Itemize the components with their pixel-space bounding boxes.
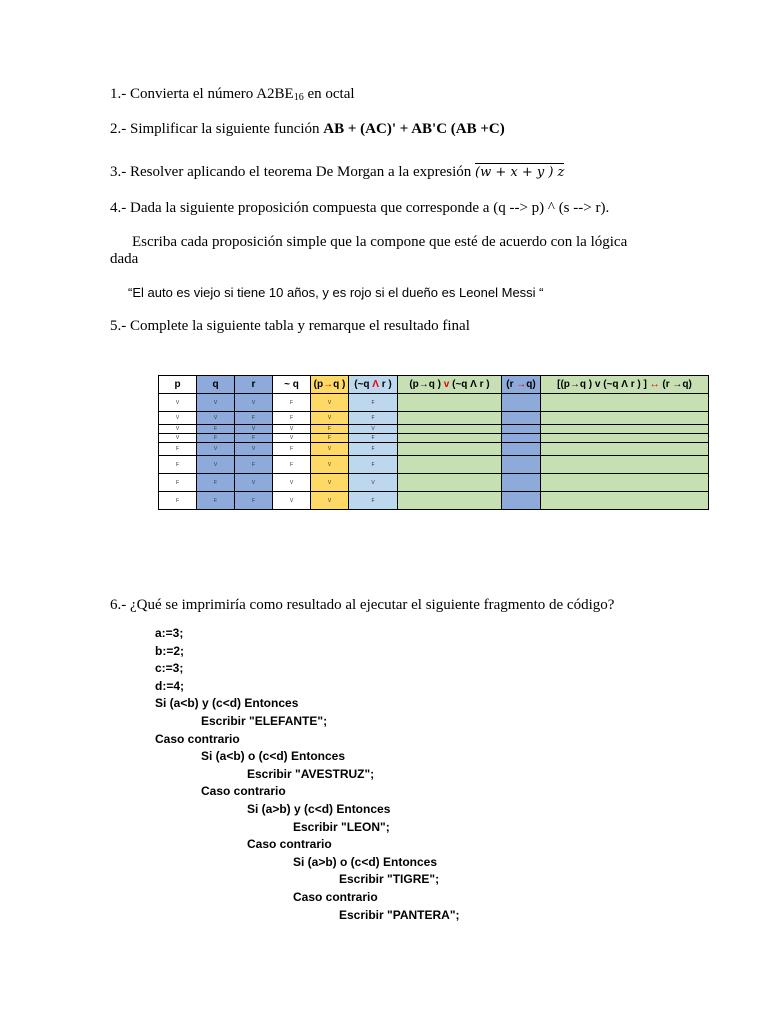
table-cell-empty[interactable] <box>502 434 541 443</box>
header-notq-and-r-left: (~q <box>354 379 373 390</box>
code-line: c:=3; <box>155 661 184 676</box>
table-cell: V <box>197 394 235 412</box>
question-4 <box>110 200 609 217</box>
truth-table-body <box>159 376 709 510</box>
table-header-row <box>159 376 709 394</box>
table-cell: F <box>311 434 349 443</box>
implies-arrow-icon: → <box>323 379 334 390</box>
table-cell: V <box>235 474 273 492</box>
table-cell: F <box>235 492 273 510</box>
header-p-implies-q <box>311 376 349 394</box>
code-line: Caso contrario <box>201 784 286 799</box>
code-line: Si (a>b) y (c<d) Entonces <box>247 802 391 816</box>
code-line: Escribir "LEON"; <box>293 819 390 834</box>
table-cell-empty[interactable] <box>502 394 541 412</box>
table-cell: F <box>159 474 197 492</box>
header-not-q: ~ q <box>273 376 311 394</box>
question-2 <box>110 121 505 138</box>
table-cell-empty[interactable] <box>541 394 709 412</box>
table-cell: V <box>273 434 311 443</box>
table-cell-empty[interactable] <box>502 443 541 456</box>
table-cell-empty[interactable] <box>398 434 502 443</box>
table-cell: F <box>197 474 235 492</box>
table-cell: F <box>349 412 398 425</box>
table-cell: F <box>311 425 349 434</box>
table-cell: V <box>235 425 273 434</box>
table-row <box>159 474 709 492</box>
header-r: r <box>235 376 273 394</box>
table-cell: V <box>311 474 349 492</box>
table-cell: F <box>197 492 235 510</box>
code-line: Escribir "ELEFANTE"; <box>201 714 328 728</box>
table-cell: V <box>159 425 197 434</box>
table-cell-empty[interactable] <box>541 434 709 443</box>
question-4-quote: “El auto es viejo si tiene 10 años, y es rojo si el dueño es Leonel Messi “ <box>128 285 544 300</box>
and-operator-icon: Λ <box>372 379 379 390</box>
question-3-text: 3.- Resolver aplicando el teorema De Morgan a la expresión <box>110 164 476 180</box>
header-p: p <box>159 376 197 394</box>
code-line: Si (a>b) o (c<d) Entonces <box>293 854 438 869</box>
question-1-text: 1.- Convierta el número A2BE <box>110 86 294 102</box>
table-cell: F <box>273 456 311 474</box>
table-cell: F <box>349 443 398 456</box>
question-6-text: 6.- ¿Qué se imprimiría como resultado al ejecutar el siguiente fragmento de código? <box>110 597 615 613</box>
header-r-implies-q <box>502 376 541 394</box>
question-1-text-end: en octal <box>303 86 355 102</box>
code-line: Si (a<b) o (c<d) Entonces <box>201 749 346 764</box>
table-cell-empty[interactable] <box>398 412 502 425</box>
table-cell-empty[interactable] <box>541 492 709 510</box>
table-cell: V <box>273 425 311 434</box>
table-cell: V <box>273 492 311 510</box>
table-row <box>159 425 709 434</box>
question-1 <box>110 86 355 103</box>
table-cell: F <box>159 456 197 474</box>
table-cell-empty[interactable] <box>502 425 541 434</box>
table-cell: F <box>273 443 311 456</box>
header-biconditional <box>541 376 709 394</box>
code-line: Caso contrario <box>293 890 378 904</box>
header-or-right: (~q Λ r ) <box>449 379 490 390</box>
table-cell: V <box>197 443 235 456</box>
code-line: a:=3; <box>155 626 184 640</box>
table-cell: V <box>159 412 197 425</box>
table-cell-empty[interactable] <box>502 492 541 510</box>
table-cell-empty[interactable] <box>398 425 502 434</box>
table-row <box>159 456 709 474</box>
code-line: Escribir "PANTERA"; <box>339 907 460 922</box>
table-cell-empty[interactable] <box>541 474 709 492</box>
question-6 <box>110 597 614 614</box>
header-notq-and-r <box>349 376 398 394</box>
table-cell: V <box>159 434 197 443</box>
table-cell-empty[interactable] <box>398 394 502 412</box>
table-cell: F <box>349 456 398 474</box>
table-cell-empty[interactable] <box>502 456 541 474</box>
question-2-expression: AB + (AC)' + AB'C (AB +C) <box>323 121 505 137</box>
table-cell: V <box>235 394 273 412</box>
header-or <box>398 376 502 394</box>
truth-table <box>158 375 709 510</box>
question-4-instruction-line2: dada <box>110 251 139 267</box>
table-cell: F <box>235 434 273 443</box>
header-q: q <box>197 376 235 394</box>
question-5 <box>110 318 470 335</box>
table-cell: F <box>273 394 311 412</box>
question-2-text: 2.- Simplificar la siguiente función <box>110 121 324 137</box>
table-cell-empty[interactable] <box>398 456 502 474</box>
table-cell: V <box>311 412 349 425</box>
table-cell-empty[interactable] <box>541 425 709 434</box>
table-cell: V <box>273 474 311 492</box>
or-operator-icon: v <box>443 379 450 390</box>
table-cell: V <box>235 443 273 456</box>
code-line: d:=4; <box>155 678 185 693</box>
code-line: Escribir "TIGRE"; <box>339 872 440 887</box>
table-cell: V <box>311 456 349 474</box>
table-cell-empty[interactable] <box>502 474 541 492</box>
table-row <box>159 394 709 412</box>
table-cell: V <box>311 443 349 456</box>
table-cell: V <box>197 412 235 425</box>
table-cell: V <box>159 394 197 412</box>
header-notq-and-r-right: r ) <box>378 379 392 390</box>
implies-arrow-icon: → <box>516 379 527 390</box>
question-3-expression: (w + x + y ) z <box>475 165 565 180</box>
table-cell: F <box>197 425 235 434</box>
table-cell: F <box>235 412 273 425</box>
question-3 <box>110 164 564 181</box>
table-row <box>159 443 709 456</box>
table-row <box>159 434 709 443</box>
code-line: Caso contrario <box>247 837 332 852</box>
table-cell: F <box>273 412 311 425</box>
header-biconditional-left: [(p→q ) v (~q Λ r ) ] <box>557 379 650 390</box>
table-cell: F <box>159 492 197 510</box>
code-line: Escribir "AVESTRUZ"; <box>247 766 375 781</box>
code-line: Caso contrario <box>155 731 240 746</box>
table-cell: F <box>349 394 398 412</box>
header-r-implies-q-left: (r <box>506 379 517 390</box>
header-biconditional-right: (r →q) <box>659 379 692 390</box>
header-or-left: (p→q ) <box>409 379 444 390</box>
table-cell-empty[interactable] <box>541 412 709 425</box>
table-cell-empty[interactable] <box>398 443 502 456</box>
table-row <box>159 492 709 510</box>
table-cell: F <box>349 434 398 443</box>
header-p-implies-q-left: (p <box>313 379 324 390</box>
table-cell-empty[interactable] <box>541 456 709 474</box>
table-cell: V <box>311 492 349 510</box>
question-4-text: 4.- Dada la siguiente proposición compuesta que corresponde a (q --> p) ^ (s --> r). <box>110 200 610 216</box>
table-cell-empty[interactable] <box>398 492 502 510</box>
table-cell: V <box>311 394 349 412</box>
table-cell: F <box>159 443 197 456</box>
question-4-instruction-line1: Escriba cada proposición simple que la compone que esté de acuerdo con la lógica <box>132 234 628 250</box>
question-5-text: 5.- Complete la siguiente tabla y remarque el resultado final <box>110 318 470 334</box>
table-cell-empty[interactable] <box>502 412 541 425</box>
table-cell-empty[interactable] <box>398 474 502 492</box>
code-line: b:=2; <box>155 643 185 658</box>
table-cell-empty[interactable] <box>541 443 709 456</box>
table-cell: V <box>349 425 398 434</box>
table-cell: F <box>235 456 273 474</box>
table-row <box>159 412 709 425</box>
code-line: Si (a<b) y (c<d) Entonces <box>155 696 299 711</box>
biconditional-arrow-icon: ↔ <box>649 379 660 390</box>
table-cell: V <box>349 474 398 492</box>
table-cell: V <box>197 456 235 474</box>
header-p-implies-q-right: q ) <box>333 379 346 390</box>
base-subscript: 16 <box>293 92 304 103</box>
table-cell: F <box>349 492 398 510</box>
table-cell: F <box>197 434 235 443</box>
header-r-implies-q-right: q) <box>526 379 536 390</box>
